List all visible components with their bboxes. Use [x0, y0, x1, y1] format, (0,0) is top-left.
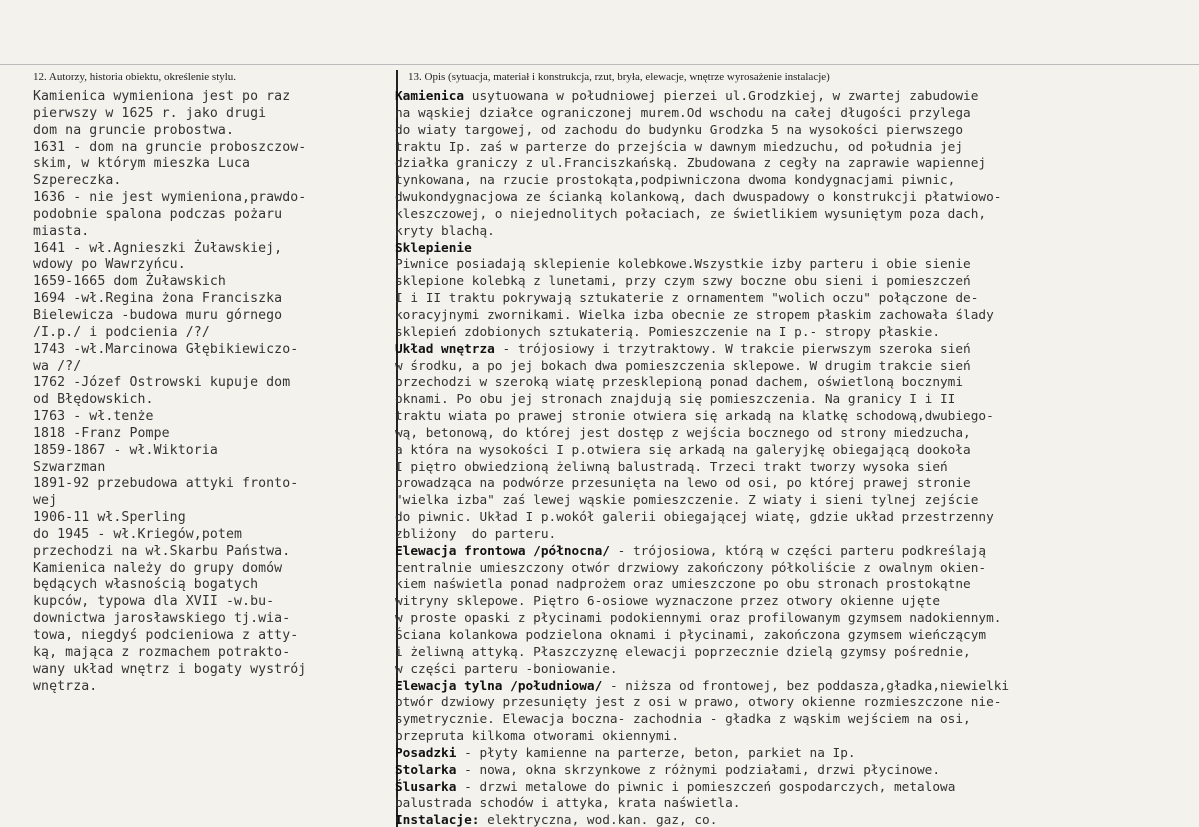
- description-text: Piwnice posiadają sklepienie kolebkowe.Wszystkie izby parteru i obie sienie: [395, 257, 971, 273]
- description-text: I piętro obwiedzioną żeliwną balustradą. Trzeci trakt tworzy wysoka sień: [395, 459, 948, 475]
- history-line: wnętrza.: [33, 678, 98, 694]
- description-text: dwukondygnacjowa ze ścianką kolankową, dach dwuspadowy o konstrukcji płatwiowo-: [395, 190, 1002, 206]
- history-line: 1694 -wł.Regina żona Franciszka: [33, 291, 283, 307]
- section-heading: Instalacje:: [395, 813, 480, 827]
- description-text: elektryczna, wod.kan. gaz, co.: [479, 813, 718, 827]
- description-text: przechodzi w szeroką wiatę przesklepioną ponad dachem, oświetloną bocznymi: [395, 375, 964, 391]
- description-line: [395, 325, 1009, 342]
- history-line: Szpereczka.: [33, 173, 122, 189]
- description-text: tynkowana, na rzucie prostokąta,podpiwniczona dwoma kondygnacjami piwnic,: [395, 173, 956, 189]
- description-text: kryty blachą.: [395, 223, 495, 239]
- description-line: [395, 577, 1009, 594]
- section-heading: Ślusarka: [395, 779, 457, 795]
- history-line: Kamienica wymieniona jest po raz: [33, 89, 291, 104]
- description-text: wą, betonową, do której jest dostęp z wejścia bocznego od strony miedzucha,: [395, 425, 971, 441]
- history-line: downictwa jarosławskiego tj.wia-: [33, 611, 291, 627]
- description-text: oknami. Po obu jej stronach znajdują się pomieszczenia. Na granicy I i II: [395, 392, 956, 408]
- history-line: 1762 -Józef Ostrowski kupuje dom: [33, 375, 291, 391]
- description-line: [395, 460, 1009, 477]
- history-line: wany układ wnętrz i bogaty wystrój: [33, 661, 307, 677]
- description-text: - niższa od frontowej, bez poddasza,gładka,niewielki: [602, 678, 1010, 694]
- description-text: koracyjnymi zwornikami. Wielka izba obecnie ze stropem płaskim zachowała ślady: [395, 307, 994, 323]
- description-text: przepruta kilkoma otworami okiennymi.: [395, 729, 680, 745]
- description-line: [395, 426, 1009, 443]
- description-line: [395, 645, 1009, 662]
- history-line: Kamienica należy do grupy domów: [33, 560, 283, 576]
- history-line: 1859-1867 - wł.Wiktoria: [33, 442, 218, 458]
- description-text: - trójosiowa, którą w części parteru podkreślają: [609, 543, 987, 559]
- section-heading: Stolarka: [395, 762, 457, 778]
- history-column: [33, 89, 306, 695]
- history-line: ką, mająca z rozmachem potrakto-: [33, 644, 291, 660]
- top-rule: [0, 64, 1199, 65]
- description-line: [395, 493, 1009, 510]
- description-line: [395, 628, 1009, 645]
- description-column: [395, 89, 1009, 827]
- description-text: symetrycznie. Elewacja boczna- zachodnia - gładka z wąskim wejściem na osi,: [395, 712, 971, 728]
- history-line: 1818 -Franz Pompe: [33, 425, 170, 441]
- description-text: - trójosiowy i trzytraktowy. W trakcie pierwszym szeroka sień: [494, 341, 971, 357]
- description-line: [395, 308, 1009, 325]
- history-line: /I.p./ i podcienia /?/: [33, 324, 210, 340]
- description-line: [395, 594, 1009, 611]
- description-line: [395, 813, 1009, 827]
- description-line: [395, 156, 1009, 173]
- description-line: [395, 544, 1009, 561]
- history-line: skim, w którym mieszka Luca: [33, 156, 251, 172]
- description-line: [395, 796, 1009, 813]
- description-text: - nowa, okna skrzynkowe z różnymi podziałami, drzwi płycinowe.: [456, 762, 941, 778]
- section-heading: Elewacja tylna /południowa/: [395, 678, 603, 694]
- description-line: [395, 561, 1009, 578]
- description-line: [395, 89, 1009, 106]
- history-line: 1641 - wł.Agnieszki Żuławskiej,: [33, 240, 283, 256]
- description-line: [395, 375, 1009, 392]
- history-line: 1743 -wł.Marcinowa Głębikiewiczo-: [33, 341, 299, 357]
- description-line: [395, 224, 1009, 241]
- description-text: traktu wiata po prawej stronie otwiera się arkadą na klatkę schodową,dwubiego-: [395, 409, 994, 425]
- description-line: [395, 712, 1009, 729]
- description-text: zbliżony do parteru.: [395, 526, 557, 542]
- description-line: [395, 123, 1009, 140]
- description-text: balustrada schodów i attyka, krata naświetla.: [395, 796, 741, 812]
- history-line: wej: [33, 493, 58, 509]
- history-line: 1763 - wł.tenże: [33, 409, 154, 425]
- description-line: [395, 443, 1009, 460]
- description-text: usytuowana w południowej pierzei ul.Grodzkiej, w zwartej zabudowie: [464, 89, 979, 104]
- history-line: 1891-92 przebudowa attyki fronto-: [33, 476, 299, 492]
- section-12-header: 12. Autorzy, historia obiektu, określenie stylu.: [33, 71, 237, 83]
- description-text: centralnie umieszczony otwór drzwiowy zakończony półkoliście z owalnym okien-: [395, 560, 987, 576]
- description-line: [395, 173, 1009, 190]
- section-heading: Układ wnętrza: [395, 341, 495, 357]
- description-text: sklepień zdobionych sztukaterią. Pomieszczenie na I p.- stropy płaskie.: [395, 324, 941, 340]
- description-line: [395, 241, 1009, 258]
- description-line: [395, 527, 1009, 544]
- description-line: [395, 662, 1009, 679]
- history-line: Bielewicza -budowa muru górnego: [33, 307, 283, 323]
- description-line: [395, 476, 1009, 493]
- description-text: a która na wysokości I p.otwiera się arkadą na galeryjkę obiegającą dookoła: [395, 442, 971, 458]
- history-line: będących własnością bogatych: [33, 577, 259, 593]
- section-heading: Sklepienie: [395, 240, 472, 256]
- description-text: działka graniczy z ul.Franciszkańską. Zbudowana z cegły na zaprawie wapiennej: [395, 156, 987, 172]
- description-text: - drzwi metalowe do piwnic i pomieszczeń gospodarczych, metalowa: [456, 779, 956, 795]
- description-line: [395, 257, 1009, 274]
- description-text: sklepione kolebką z lunetami, przy czym szwy boczne obu sieni i pomieszczeń: [395, 274, 971, 290]
- description-line: [395, 780, 1009, 797]
- description-line: [395, 359, 1009, 376]
- history-line: 1906-11 wł.Sperling: [33, 510, 186, 526]
- section-heading: Kamienica: [395, 89, 465, 104]
- description-line: [395, 746, 1009, 763]
- description-text: kleszczowej, o niejednolitych połaciach, ze świetlikiem wysuniętym poza dach,: [395, 206, 987, 222]
- description-line: [395, 392, 1009, 409]
- description-text: w proste opaski z płycinami podokiennymi oraz profilowanym gzymsem nadokiennym.: [395, 611, 1002, 627]
- history-line: do 1945 - wł.Kriegów,potem: [33, 526, 243, 542]
- history-line: miasta.: [33, 223, 90, 239]
- description-line: [395, 695, 1009, 712]
- description-line: [395, 409, 1009, 426]
- description-line: [395, 190, 1009, 207]
- history-line: dom na gruncie probostwa.: [33, 122, 234, 138]
- description-text: traktu Ip. zaś w parterze do przejścia w dawnym miedzuchu, od południa jej: [395, 139, 964, 155]
- description-line: [395, 679, 1009, 696]
- description-text: na wąskiej działce ograniczonej murem.Od wschodu na całej długości przylega: [395, 105, 971, 121]
- history-line: Szwarzman: [33, 459, 106, 475]
- description-text: do wiaty targowej, od zachodu do budynku Grodzka 5 na wysokości pierwszego: [395, 122, 964, 138]
- history-line: wa /?/: [33, 358, 82, 374]
- section-13-header: 13. Opis (sytuacja, materiał i konstrukcja, rzut, bryła, elewacje, wnętrze wyrosażenie instalacje): [408, 71, 830, 83]
- section-heading: Elewacja frontowa /północna/: [395, 543, 610, 559]
- description-text: witryny sklepowe. Piętro 6-osiowe wyznaczone przez otwory okienne ujęte: [395, 594, 941, 610]
- description-text: w środku, a po jej bokach dwa pomieszczenia sklepowe. W drugim trakcie sień: [395, 358, 971, 374]
- description-line: [395, 763, 1009, 780]
- description-text: prowadząca na podwórze przesunięta na lewo od osi, po której prawej stronie: [395, 476, 971, 492]
- history-line: przechodzi na wł.Skarbu Państwa.: [33, 543, 291, 559]
- history-line: kupców, typowa dla XVII -w.bu-: [33, 594, 275, 610]
- description-text: do piwnic. Układ I p.wokół galerii obiegającej wiatę, gdzie układ przestrzenny: [395, 510, 994, 526]
- section-heading: Posadzki: [395, 745, 457, 761]
- description-line: [395, 106, 1009, 123]
- description-line: [395, 729, 1009, 746]
- history-line: towa, niegdyś podcieniowa z atty-: [33, 628, 299, 643]
- description-line: [395, 207, 1009, 224]
- description-text: I i II traktu pokrywają sztukaterie z ornamentem "wolich oczu" połączone de-: [395, 291, 979, 307]
- history-line: 1659-1665 dom Żuławskich: [33, 274, 226, 290]
- history-line: podobnie spalona podczas pożaru: [33, 206, 283, 222]
- description-line: [395, 291, 1009, 308]
- history-line: pierwszy w 1625 r. jako drugi: [33, 105, 267, 121]
- history-line: 1636 - nie jest wymieniona,prawdo-: [33, 190, 307, 206]
- description-text: kiem naświetla ponad nadprożem oraz umieszczone po obu stronach prostokątne: [395, 577, 971, 593]
- description-text: otwór dzwiowy przesunięty jest z osi w prawo, otwory okienne rozmieszczone nie-: [395, 695, 1002, 711]
- description-line: [395, 342, 1009, 359]
- description-line: [395, 611, 1009, 628]
- description-line: [395, 510, 1009, 527]
- description-text: w części parteru -boniowanie.: [395, 661, 618, 677]
- description-text: - płyty kamienne na parterze, beton, parkiet na Ip.: [456, 745, 856, 761]
- history-line: wdowy po Wawrzyńcu.: [33, 257, 186, 273]
- description-text: Ściana kolankowa podzielona oknami i płycinami, zakończona gzymsem wieńczącym: [395, 628, 987, 643]
- description-text: "wielka izba" zaś lewej wąskie pomieszczenie. Z wiaty i sieni tylnej zejście: [395, 493, 979, 509]
- history-line: od Błędowskich.: [33, 392, 154, 408]
- history-line: 1631 - dom na gruncie proboszczow-: [33, 139, 307, 155]
- description-text: i żeliwną attyką. Płaszczyznę elewacji poprzecznie dzielą gzymsy pośrednie,: [395, 644, 971, 660]
- description-line: [395, 274, 1009, 291]
- description-line: [395, 140, 1009, 157]
